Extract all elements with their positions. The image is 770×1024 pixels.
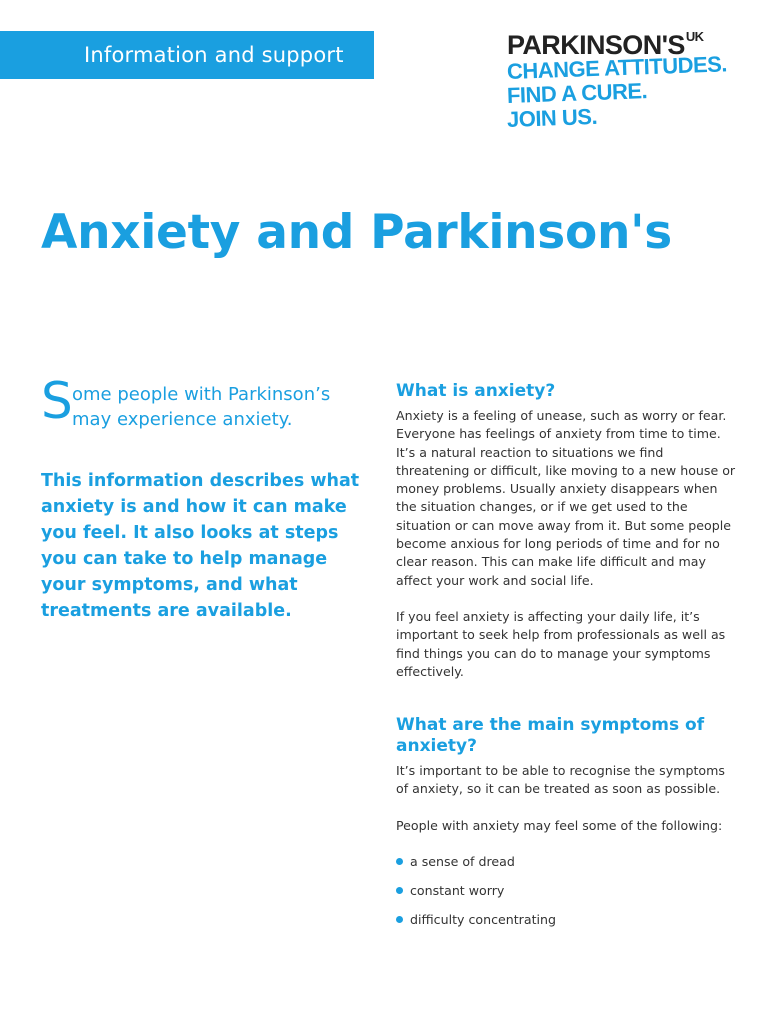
- list-item: difficulty concentrating: [396, 911, 736, 929]
- paragraph: If you feel anxiety is affecting your daily life, it’s important to seek help from professionals as well as find things you can do to manage your symptoms effectively.: [396, 608, 726, 679]
- banner-label: Information and support: [84, 43, 344, 67]
- logo-tagline-1: CHANGE ATTITUDES.: [506, 51, 728, 84]
- intro-text: [41, 372, 371, 432]
- section-heading-main-symptoms: What are the main symptoms of anxiety?: [396, 715, 705, 757]
- drop-cap: S: [41, 372, 73, 430]
- list-item: constant worry: [396, 882, 736, 900]
- section-heading-what-is-anxiety: What is anxiety?: [396, 381, 556, 401]
- bullet-icon: [396, 887, 403, 894]
- intro-body: ome people with Parkinson’s may experience anxiety.: [72, 384, 331, 430]
- lead-paragraph: This information describes what anxiety is and how it can make you feel. It also looks at steps you can take to help manage your symptoms, and what treatments are available.: [41, 471, 360, 621]
- parkinsons-uk-logo: [506, 29, 747, 132]
- paragraph: Anxiety is a feeling of unease, such as worry or fear. Everyone has feelings of anxiety from time to time. It’s a natural reaction to situations we find threatening or difficult, like moving to a new house or money problems. Usually anxiety disappears when the situation changes, or if we get used to the situation or can move away from it. But some people become anxious for long periods of time and for no clear reason. This can make life difficult and may affect your work and social life.: [396, 408, 736, 588]
- symptom-list: [396, 853, 736, 929]
- logo-brand-sup: UK: [685, 29, 704, 44]
- list-item: a sense of dread: [396, 853, 736, 871]
- bullet-icon: [396, 858, 403, 865]
- bullet-icon: [396, 916, 403, 923]
- body-column: [396, 381, 736, 940]
- page-title: Anxiety and Parkinson's: [41, 205, 672, 260]
- logo-brand: $PARKINSON'S^{UK}$: [507, 29, 704, 60]
- section-banner: [0, 31, 374, 79]
- paragraph: People with anxiety may feel some of the following:: [396, 817, 723, 833]
- intro-column: [41, 372, 371, 624]
- logo-tagline-2: FIND A CURE.: [506, 78, 648, 108]
- paragraph: It’s important to be able to recognise the symptoms of anxiety, so it can be treated as soon as possible.: [396, 763, 725, 797]
- logo-tagline-3: JOIN US.: [506, 103, 598, 132]
